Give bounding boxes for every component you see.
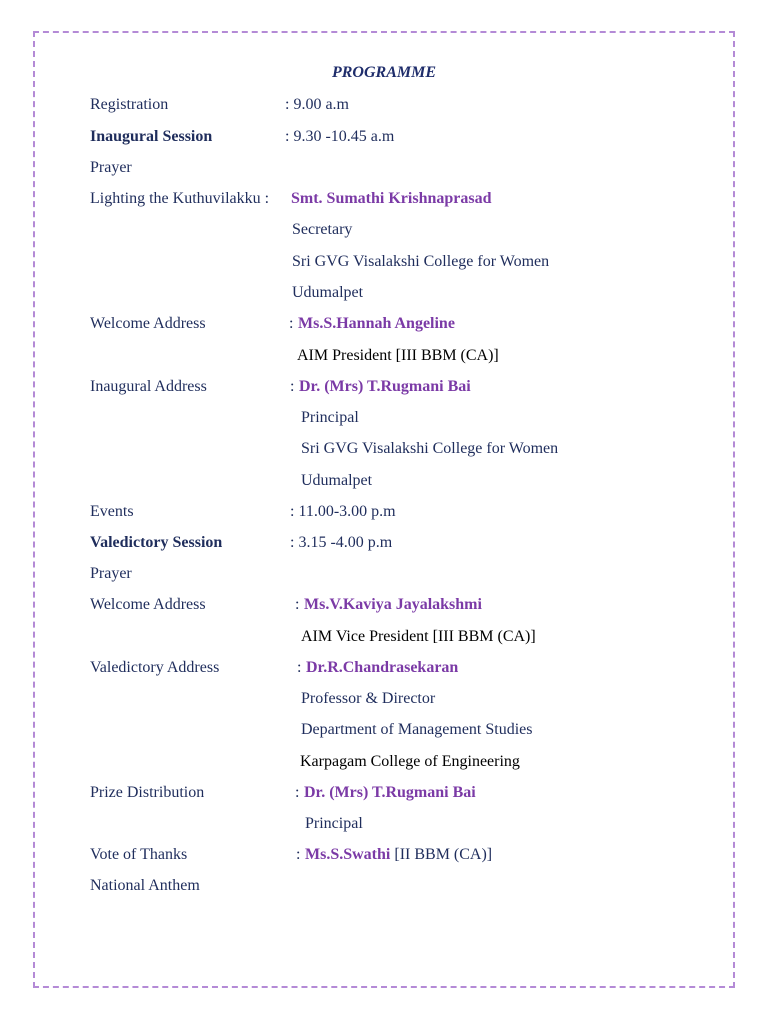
inaugural-session-time: : 9.30 -10.45 a.m — [285, 128, 395, 145]
prize-distribution-label: Prize Distribution — [90, 784, 205, 801]
welcome-address-colon: : — [289, 315, 294, 332]
vote-of-thanks-name: Ms.S.Swathi — [305, 846, 391, 863]
page-title: PROGRAMME — [331, 64, 437, 81]
lighting-name: Smt. Sumathi Krishnaprasad — [291, 190, 492, 207]
valedictory-address-name: Dr.R.Chandrasekaran — [306, 659, 459, 676]
prayer-item: Prayer — [90, 159, 132, 176]
vote-of-thanks-label: Vote of Thanks — [90, 846, 188, 863]
welcome-address-2-colon: : — [295, 596, 300, 613]
prize-distribution-name: Dr. (Mrs) T.Rugmani Bai — [304, 784, 476, 801]
welcome-address-2-label: Welcome Address — [90, 596, 206, 613]
welcome-address-line-1: AIM President [III BBM (CA)] — [297, 347, 499, 364]
prize-distribution-colon: : — [295, 784, 300, 801]
lighting-label: Lighting the Kuthuvilakku : — [90, 190, 270, 207]
valedictory-address-line-1: Professor & Director — [301, 690, 436, 707]
lighting-line-1: Secretary — [292, 221, 353, 238]
inaugural-address-line-2: Sri GVG Visalakshi College for Women — [301, 440, 559, 457]
valedictory-address-line-2: Department of Management Studies — [301, 721, 533, 738]
vote-of-thanks-colon: : — [296, 846, 301, 863]
national-anthem-item: National Anthem — [90, 877, 200, 894]
welcome-address-2-line-1: AIM Vice President [III BBM (CA)] — [301, 628, 536, 645]
welcome-address-name: Ms.S.Hannah Angeline — [298, 315, 455, 332]
valedictory-address-colon: : — [297, 659, 302, 676]
inaugural-address-line-3: Udumalpet — [301, 472, 373, 489]
vote-of-thanks-suffix: [II BBM (CA)] — [394, 846, 493, 863]
registration-time: : 9.00 a.m — [285, 96, 349, 113]
valedictory-address-line-3: Karpagam College of Engineering — [300, 753, 520, 770]
events-label: Events — [90, 503, 134, 520]
prize-distribution-line-1: Principal — [305, 815, 363, 832]
vote-of-thanks-value — [305, 845, 492, 865]
inaugural-address-line-1: Principal — [301, 409, 359, 426]
events-time: : 11.00-3.00 p.m — [290, 503, 396, 520]
welcome-address-label: Welcome Address — [90, 315, 206, 332]
inaugural-address-colon: : — [290, 378, 295, 395]
welcome-address-2-name: Ms.V.Kaviya Jayalakshmi — [304, 596, 482, 613]
valedictory-session-label: Valedictory Session — [90, 534, 223, 551]
inaugural-address-name: Dr. (Mrs) T.Rugmani Bai — [299, 378, 471, 395]
inaugural-session-label: Inaugural Session — [90, 128, 213, 145]
valedictory-session-time: : 3.15 -4.00 p.m — [290, 534, 393, 551]
prayer-item-2: Prayer — [90, 565, 132, 582]
lighting-line-3: Udumalpet — [292, 284, 364, 301]
registration-label: Registration — [90, 96, 169, 113]
valedictory-address-label: Valedictory Address — [90, 659, 220, 676]
inaugural-address-label: Inaugural Address — [90, 378, 207, 395]
lighting-line-2: Sri GVG Visalakshi College for Women — [292, 253, 550, 270]
